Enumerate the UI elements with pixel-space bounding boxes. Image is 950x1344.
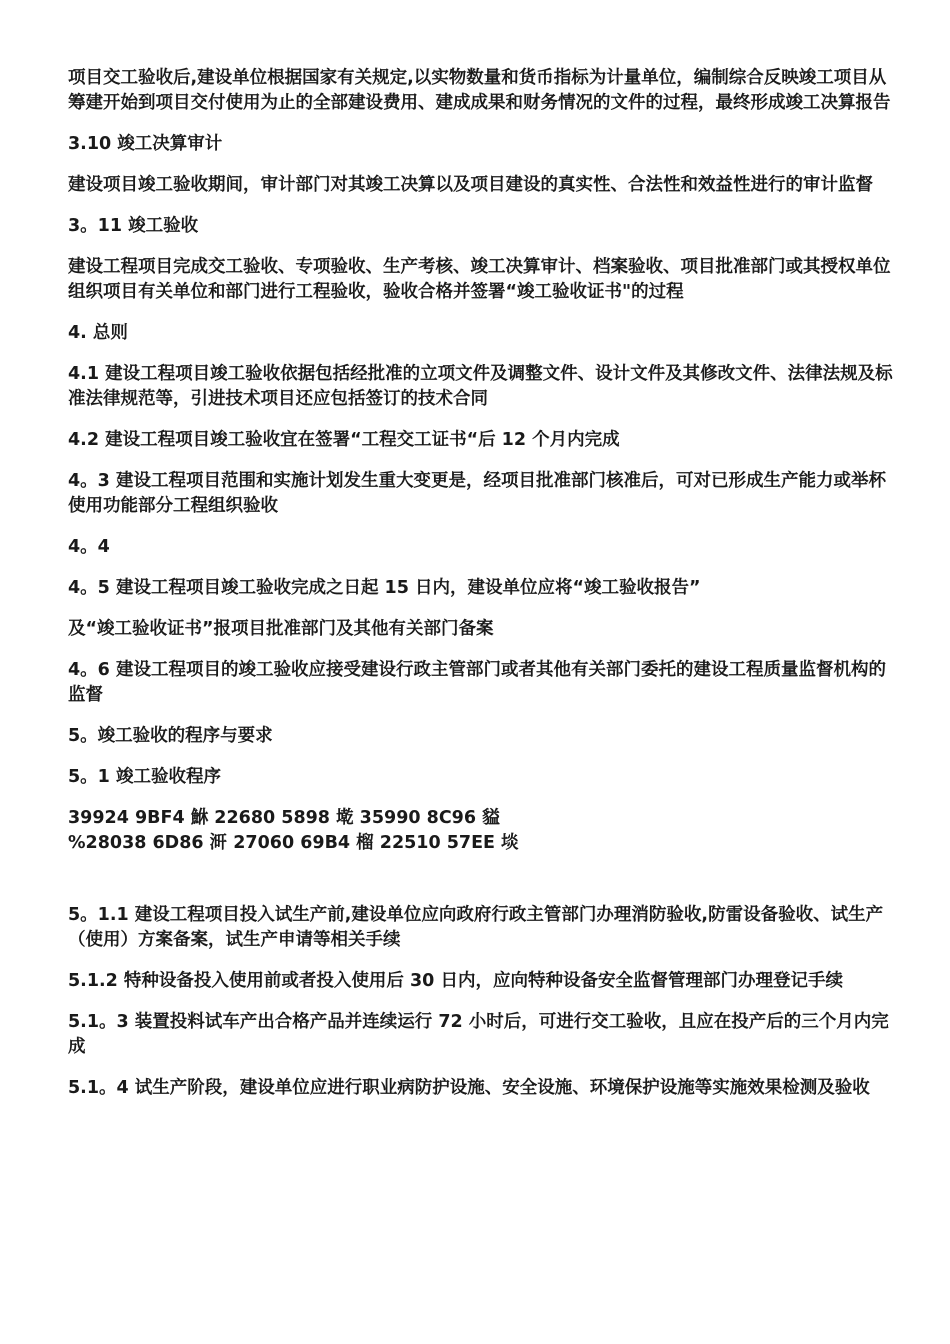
paragraph: 5。1.1 建设工程项目投入试生产前,建设单位应向政府行政主管部门办理消防验收,防雷设备验收、试生产（使用）方案备案，试生产申请等相关手续 [68, 905, 884, 950]
section-heading: 5。竣工验收的程序与要求 [68, 726, 273, 746]
section-heading: 5。1 竣工验收程序 [68, 767, 221, 787]
paragraph: 4.1 建设工程项目竣工验收依据包括经批准的立项文件及调整文件、设计文件及其修改文件、法律法规及标准法律规范等，引进技术项目还应包括签订的技术合同 [68, 364, 893, 409]
section-heading: 3。11 竣工验收 [68, 216, 199, 236]
document-page [68, 66, 898, 1117]
paragraph: 4.2 建设工程项目竣工验收宜在签署“工程交工证书“后 12 个月内完成 [68, 430, 620, 450]
blank-space [68, 856, 898, 903]
section-heading: 3.10 竣工决算审计 [68, 134, 223, 154]
paragraph: 及“竣工验收证书”报项目批准部门及其他有关部门备案 [68, 619, 494, 639]
paragraph: 建设项目竣工验收期间，审计部门对其竣工决算以及项目建设的真实性、合法性和效益性进行的审计监督 [68, 175, 873, 195]
code-block [68, 806, 898, 856]
paragraph: 5.1。3 装置投料试车产出合格产品并连续运行 72 小时后，可进行交工验收，且应在投产后的三个月内完成 [68, 1012, 889, 1057]
paragraph: 4。4 [68, 537, 110, 557]
paragraph: 4。5 建设工程项目竣工验收完成之日起 15 日内，建设单位应将“竣工验收报告” [68, 578, 701, 598]
section-heading: 4. 总则 [68, 323, 128, 343]
paragraph: 4。3 建设工程项目范围和实施计划发生重大变更是，经项目批准部门核准后，可对已形成生产能力或举杯使用功能部分工程组织验收 [68, 471, 886, 516]
paragraph: 建设工程项目完成交工验收、专项验收、生产考核、竣工决算审计、档案验收、项目批准部门或其授权单位组织项目有关单位和部门进行工程验收，验收合格并签署“竣工验收证书"的过程 [68, 257, 891, 302]
code-line: %28038 6D86 涆 27060 69B4 榴 22510 57EE 埮 [68, 833, 519, 853]
paragraph: 5.1.2 特种设备投入使用前或者投入使用后 30 日内，应向特种设备安全监督管理部门办理登记手续 [68, 971, 843, 991]
paragraph: 5.1。4 试生产阶段，建设单位应进行职业病防护设施、安全设施、环境保护设施等实施效果检测及验收 [68, 1078, 870, 1098]
paragraph: 4。6 建设工程项目的竣工验收应接受建设行政主管部门或者其他有关部门委托的建设工程质量监督机构的监督 [68, 660, 886, 705]
code-line: 39924 9BF4 鮴 22680 5898 墘 35990 8C96 貖 [68, 808, 500, 828]
paragraph: 项目交工验收后,建设单位根据国家有关规定,以实物数量和货币指标为计量单位，编制综合反映竣工项目从筹建开始到项目交付使用为止的全部建设费用、建成成果和财务情况的文件的过程，最终形成竣工决算报告 [68, 68, 891, 113]
